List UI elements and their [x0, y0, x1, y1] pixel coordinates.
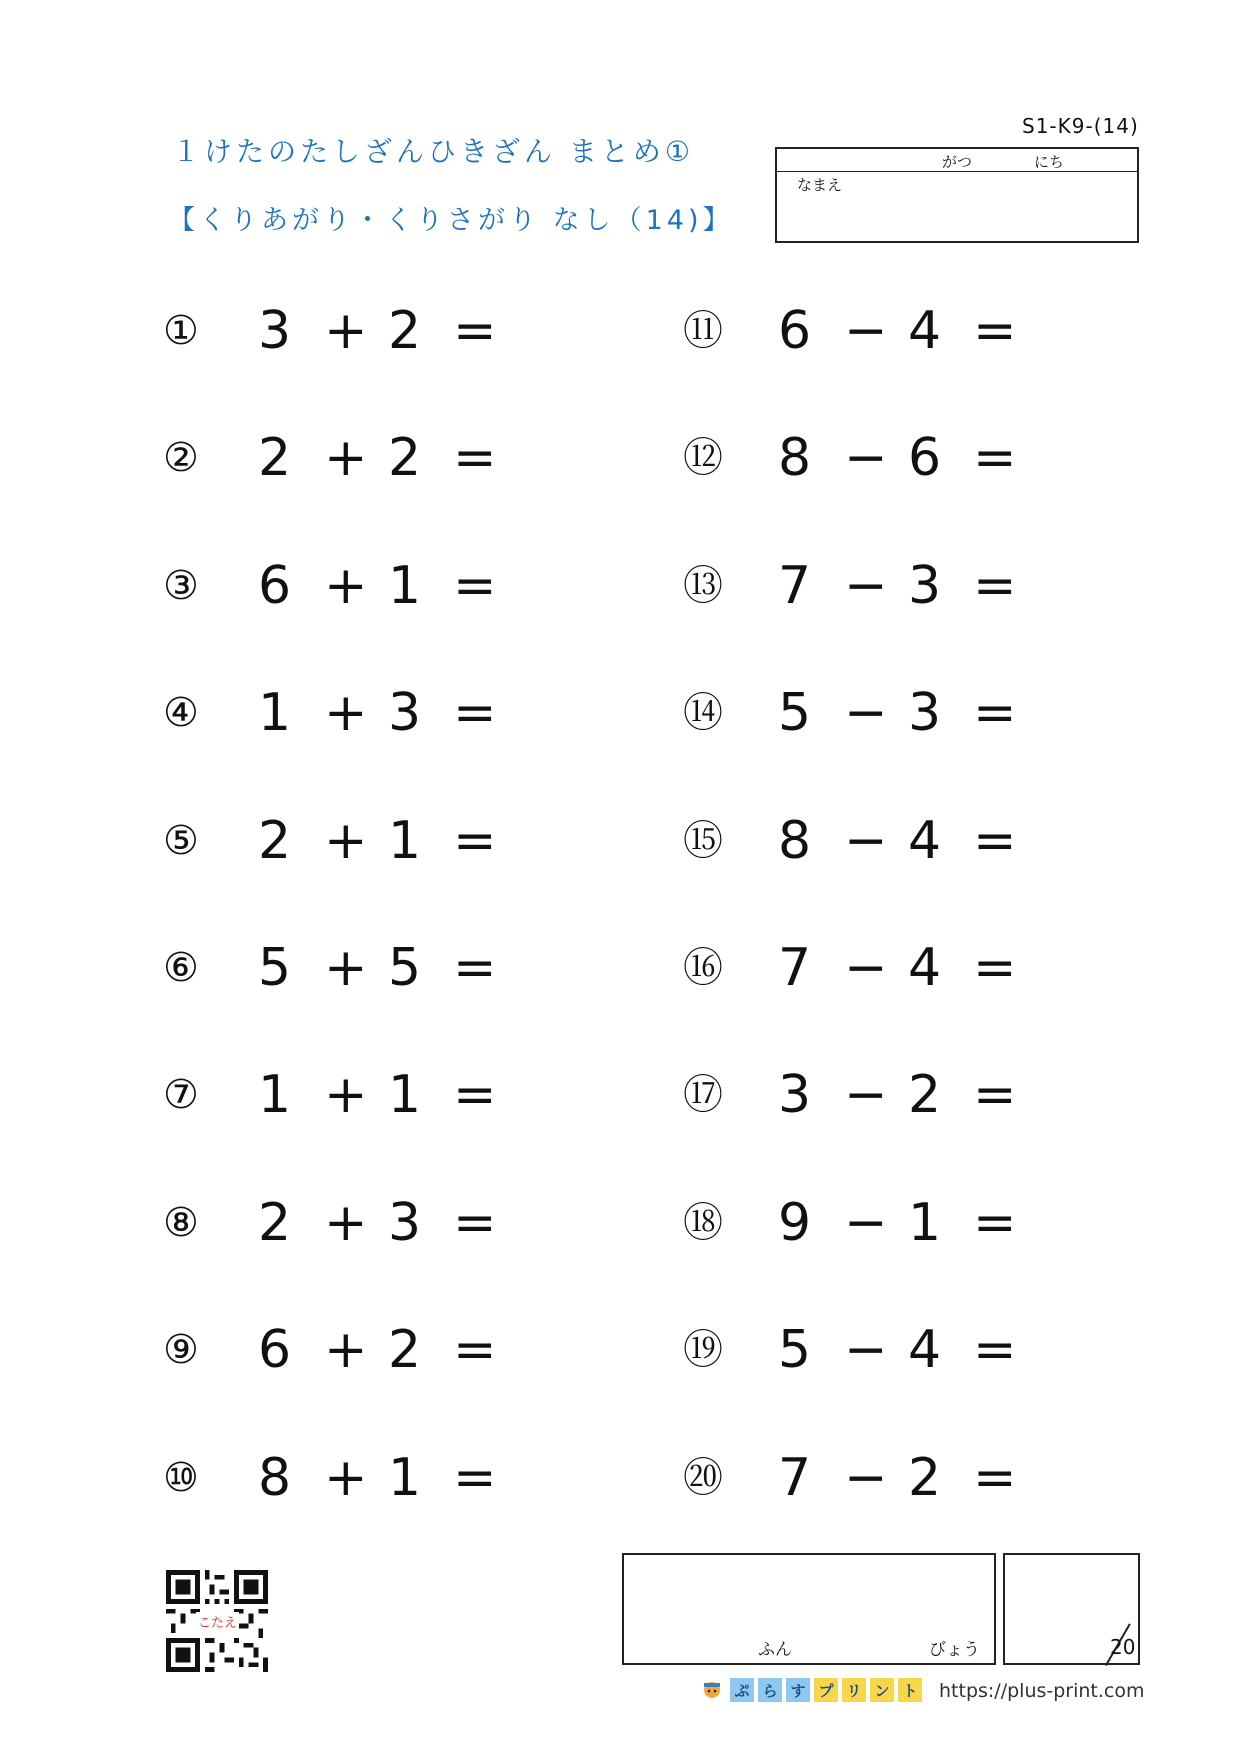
equals-sign: =: [973, 1193, 1017, 1253]
operator: +: [324, 1320, 368, 1380]
operand-a: 8: [778, 811, 812, 871]
operand-b: 2: [908, 1065, 942, 1125]
problem-number: ⑲: [683, 1327, 723, 1373]
equals-sign: =: [973, 811, 1017, 871]
operand-b: 1: [388, 556, 422, 616]
page-title: １けたのたしざんひきざん まとめ①: [172, 135, 695, 168]
operand-a: 2: [258, 428, 292, 488]
operand-b: 6: [908, 428, 942, 488]
operand-b: 4: [908, 811, 942, 871]
logo-char: ら: [758, 1678, 782, 1702]
operator: −: [844, 1193, 888, 1253]
operator: −: [844, 683, 888, 743]
operator: +: [324, 556, 368, 616]
operand-a: 1: [258, 683, 292, 743]
operand-b: 5: [388, 938, 422, 998]
operator: −: [844, 938, 888, 998]
problem-number: ③: [163, 563, 199, 609]
logo-char: ト: [898, 1678, 922, 1702]
operand-b: 2: [388, 1320, 422, 1380]
operand-a: 6: [778, 301, 812, 361]
equals-sign: =: [453, 811, 497, 871]
equals-sign: =: [973, 1320, 1017, 1380]
page-subtitle: 【くりあがり・くりさがり なし（14)】: [168, 205, 734, 236]
worksheet-code: S1-K9-(14): [1022, 114, 1139, 138]
problem-number: ⑦: [163, 1072, 199, 1118]
operand-b: 4: [908, 301, 942, 361]
operator: +: [324, 428, 368, 488]
equals-sign: =: [453, 1193, 497, 1253]
equals-sign: =: [973, 683, 1017, 743]
problem-number: ⑮: [683, 818, 723, 864]
operand-a: 3: [258, 301, 292, 361]
problem-number: ⑨: [163, 1327, 199, 1373]
name-label: なまえ: [797, 176, 843, 194]
operand-a: 7: [778, 938, 812, 998]
equals-sign: =: [973, 301, 1017, 361]
operand-a: 5: [778, 683, 812, 743]
operand-b: 3: [908, 556, 942, 616]
operand-a: 8: [258, 1448, 292, 1508]
problem-number: ⑭: [683, 690, 723, 736]
month-label: がつ: [942, 153, 973, 171]
operand-b: 3: [388, 1193, 422, 1253]
equals-sign: =: [973, 428, 1017, 488]
equals-sign: =: [453, 1065, 497, 1125]
operand-b: 4: [908, 938, 942, 998]
equals-sign: =: [453, 683, 497, 743]
operand-a: 2: [258, 811, 292, 871]
operand-a: 8: [778, 428, 812, 488]
equals-sign: =: [453, 1448, 497, 1508]
logo-char: プ: [814, 1678, 838, 1702]
operand-a: 6: [258, 556, 292, 616]
operand-a: 1: [258, 1065, 292, 1125]
problem-number: ⑬: [683, 563, 723, 609]
logo-char: す: [786, 1678, 810, 1702]
operand-a: 5: [258, 938, 292, 998]
operator: −: [844, 428, 888, 488]
logo-text: [730, 1678, 926, 1702]
equals-sign: =: [973, 938, 1017, 998]
score-total: 20: [1110, 1635, 1136, 1659]
operator: +: [324, 1193, 368, 1253]
operand-b: 3: [908, 683, 942, 743]
problem-number: ⑫: [683, 435, 723, 481]
operand-b: 3: [388, 683, 422, 743]
operand-b: 2: [908, 1448, 942, 1508]
problem-number: ⑤: [163, 818, 199, 864]
operand-b: 2: [388, 301, 422, 361]
operator: +: [324, 301, 368, 361]
operand-a: 6: [258, 1320, 292, 1380]
operand-a: 7: [778, 1448, 812, 1508]
qr-answer-label: こたえ: [196, 1612, 239, 1631]
site-logo[interactable]: [700, 1677, 926, 1703]
operator: +: [324, 1448, 368, 1508]
operand-b: 1: [388, 1065, 422, 1125]
logo-char: ぷ: [730, 1678, 754, 1702]
equals-sign: =: [453, 556, 497, 616]
operator: −: [844, 1448, 888, 1508]
equals-sign: =: [453, 301, 497, 361]
seconds-label: びょう: [929, 1640, 980, 1660]
operator: −: [844, 301, 888, 361]
problem-number: ①: [163, 308, 199, 354]
equals-sign: =: [973, 556, 1017, 616]
logo-char: リ: [842, 1678, 866, 1702]
operand-a: 9: [778, 1193, 812, 1253]
operator: +: [324, 938, 368, 998]
problem-number: ⑩: [163, 1455, 199, 1501]
operator: −: [844, 811, 888, 871]
operand-b: 1: [388, 1448, 422, 1508]
time-box: [622, 1553, 996, 1665]
operator: −: [844, 556, 888, 616]
operator: +: [324, 1065, 368, 1125]
operand-b: 1: [388, 811, 422, 871]
operator: −: [844, 1065, 888, 1125]
equals-sign: =: [453, 938, 497, 998]
logo-char: ン: [870, 1678, 894, 1702]
problem-number: ⑱: [683, 1200, 723, 1246]
site-url-link[interactable]: https://plus-print.com: [939, 1680, 1145, 1702]
operand-a: 3: [778, 1065, 812, 1125]
operand-a: 2: [258, 1193, 292, 1253]
mascot-icon: [700, 1678, 724, 1702]
equals-sign: =: [453, 1320, 497, 1380]
name-date-box: [775, 147, 1139, 243]
operator: +: [324, 683, 368, 743]
equals-sign: =: [453, 428, 497, 488]
score-box: [1003, 1553, 1140, 1665]
operator: −: [844, 1320, 888, 1380]
operand-a: 7: [778, 556, 812, 616]
problem-number: ⑥: [163, 945, 199, 991]
problem-number: ⑳: [683, 1455, 723, 1501]
operand-b: 4: [908, 1320, 942, 1380]
operand-b: 2: [388, 428, 422, 488]
minutes-label: ふん: [758, 1640, 792, 1660]
operand-b: 1: [908, 1193, 942, 1253]
problem-number: ⑪: [683, 308, 723, 354]
day-label: にち: [1034, 153, 1065, 171]
problem-number: ⑯: [683, 945, 723, 991]
problem-number: ⑰: [683, 1072, 723, 1118]
problem-number: ②: [163, 435, 199, 481]
operator: +: [324, 811, 368, 871]
operand-a: 5: [778, 1320, 812, 1380]
equals-sign: =: [973, 1448, 1017, 1508]
problem-number: ⑧: [163, 1200, 199, 1246]
problem-number: ④: [163, 690, 199, 736]
equals-sign: =: [973, 1065, 1017, 1125]
